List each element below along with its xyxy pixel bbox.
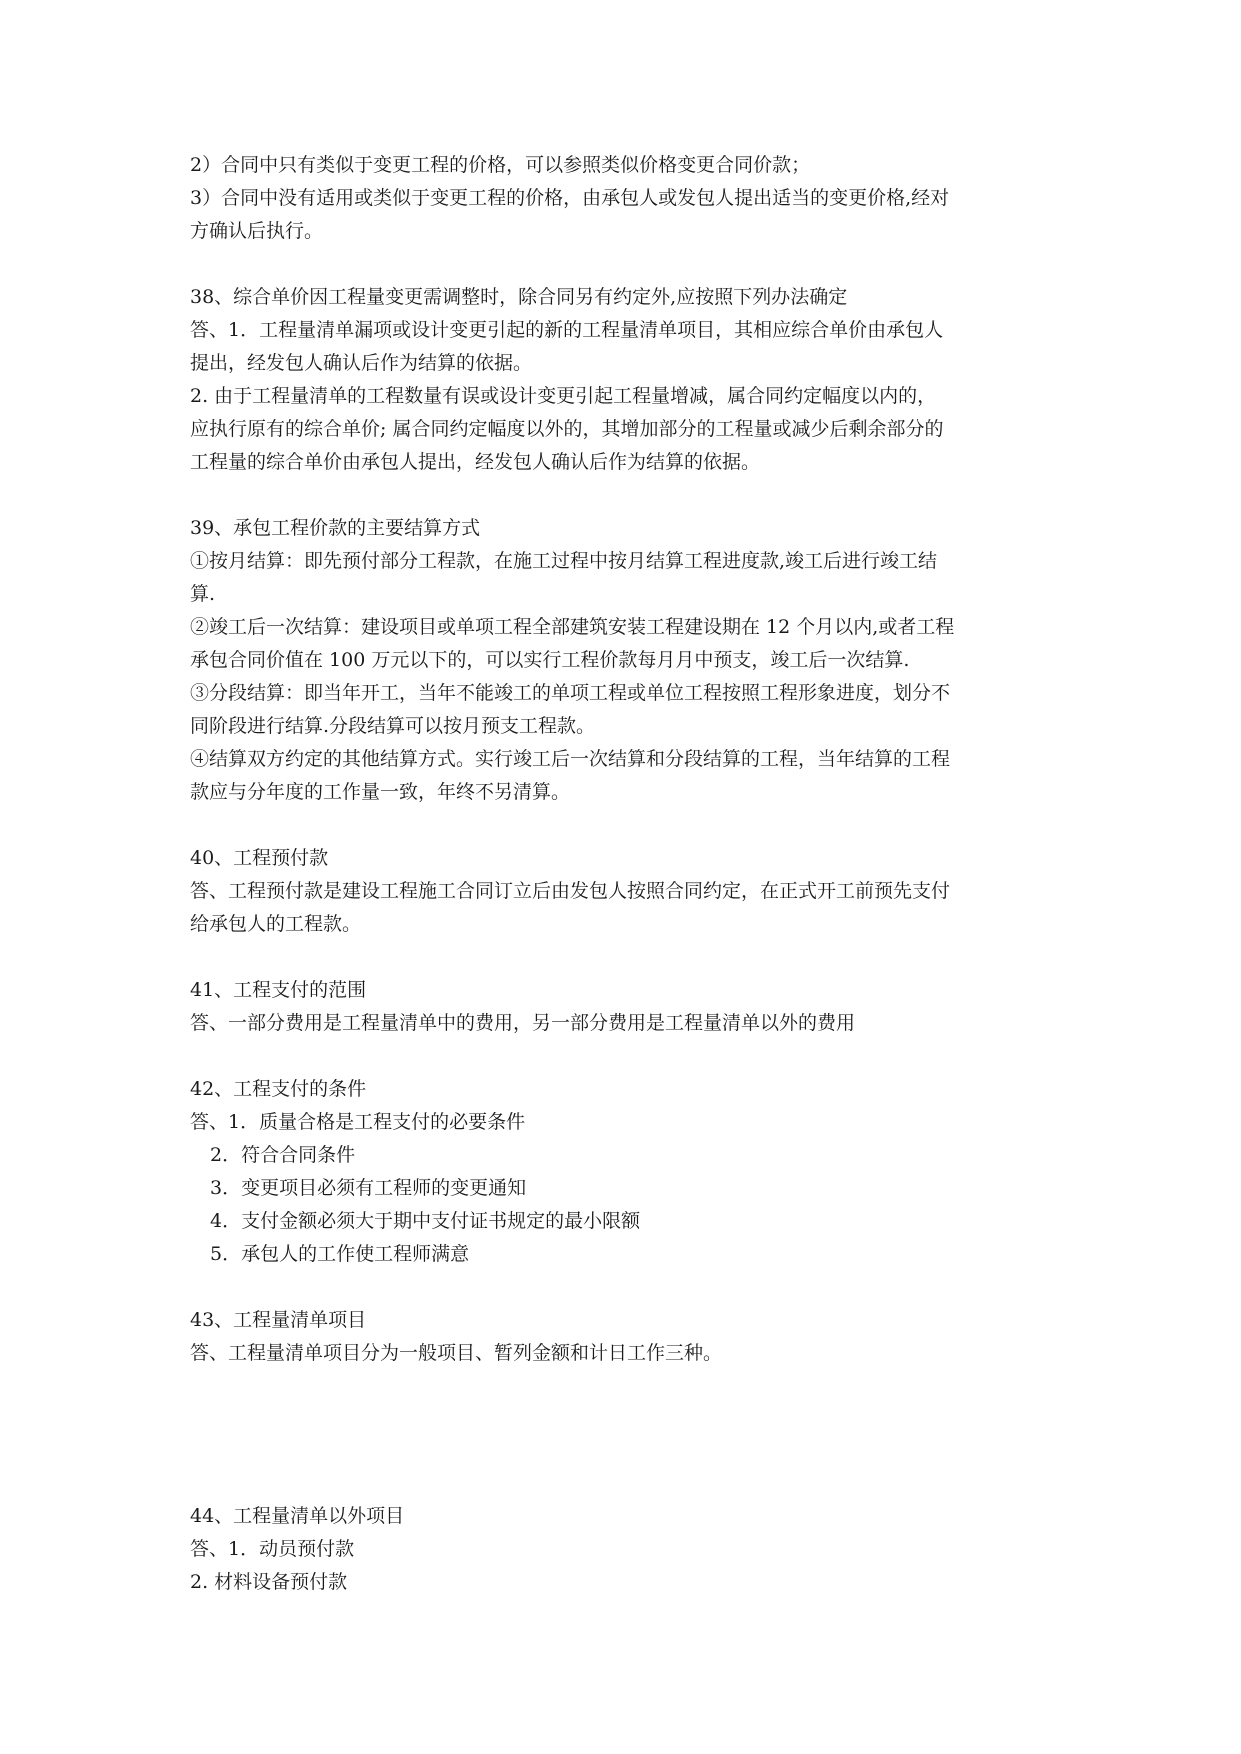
question-heading: 43、工程量清单项目 (190, 1309, 367, 1331)
question-heading: 41、工程支付的范围 (190, 979, 367, 1001)
text-line: 答、1．动员预付款 (190, 1538, 355, 1560)
text-line: 承包合同价值在 100 万元以下的，可以实行工程价款每月月中预支，竣工后一次结算. (190, 649, 910, 671)
text-line: 答、1．工程量清单漏项或设计变更引起的新的工程量清单项目，其相应综合单价由承包人 (190, 319, 944, 341)
text-line: ④结算双方约定的其他结算方式。实行竣工后一次结算和分段结算的工程，当年结算的工程 (190, 748, 951, 770)
question-41 (190, 974, 1050, 1040)
text-line: 答、工程预付款是建设工程施工合同订立后由发包人按照合同约定，在正式开工前预先支付 (190, 880, 951, 902)
question-heading: 44、工程量清单以外项目 (190, 1505, 405, 1527)
text-line: 给承包人的工程款。 (190, 913, 362, 935)
question-heading: 42、工程支付的条件 (190, 1078, 367, 1100)
question-44 (190, 1500, 1050, 1599)
list-item: 2．符合合同条件 (210, 1144, 356, 1166)
text-line: 提出，经发包人确认后作为结算的依据。 (190, 352, 533, 374)
text-line: 工程量的综合单价由承包人提出，经发包人确认后作为结算的依据。 (190, 451, 761, 473)
text-line: 方确认后执行。 (190, 220, 324, 242)
text-line: 答、1．质量合格是工程支付的必要条件 (190, 1111, 526, 1133)
text-line: 应执行原有的综合单价; 属合同约定幅度以外的，其增加部分的工程量或减少后剩余部分的 (190, 418, 944, 440)
question-heading: 39、承包工程价款的主要结算方式 (190, 517, 481, 539)
text-line: 款应与分年度的工作量一致，年终不另清算。 (190, 781, 571, 803)
text-line: 答、一部分费用是工程量清单中的费用，另一部分费用是工程量清单以外的费用 (190, 1012, 856, 1034)
text-line: 同阶段进行结算.分段结算可以按月预支工程款。 (190, 715, 596, 737)
text-line: 答、工程量清单项目分为一般项目、暂列金额和计日工作三种。 (190, 1342, 723, 1364)
text-line: 2. 由于工程量清单的工程数量有误或设计变更引起工程量增减，属合同约定幅度以内的， (190, 385, 937, 407)
text-line: 算. (190, 583, 216, 605)
list-item: 4．支付金额必须大于期中支付证书规定的最小限额 (210, 1210, 641, 1232)
question-42 (190, 1073, 1050, 1271)
text-line: 2）合同中只有类似于变更工程的价格，可以参照类似价格变更合同价款； (190, 154, 811, 176)
list-item: 5．承包人的工作使工程师满意 (210, 1243, 470, 1265)
text-line: 3）合同中没有适用或类似于变更工程的价格，由承包人或发包人提出适当的变更价格,经对 (190, 187, 950, 209)
question-heading: 40、工程预付款 (190, 847, 329, 869)
paragraph-price-adjustment (190, 149, 1050, 248)
text-line: ②竣工后一次结算：建设项目或单项工程全部建筑安装工程建设期在 12 个月以内,或者工程 (190, 616, 955, 638)
text-line: ③分段结算：即当年开工，当年不能竣工的单项工程或单位工程按照工程形象进度，划分不 (190, 682, 951, 704)
question-40 (190, 842, 1050, 941)
question-38 (190, 281, 1050, 479)
document-body (190, 149, 1050, 1599)
question-43 (190, 1304, 1050, 1370)
question-39 (190, 512, 1050, 809)
text-line: 2. 材料设备预付款 (190, 1571, 348, 1593)
list-item: 3．变更项目必须有工程师的变更通知 (210, 1177, 527, 1199)
text-line: ①按月结算：即先预付部分工程款，在施工过程中按月结算工程进度款,竣工后进行竣工结 (190, 550, 938, 572)
question-heading: 38、综合单价因工程量变更需调整时，除合同另有约定外,应按照下列办法确定 (190, 286, 848, 308)
